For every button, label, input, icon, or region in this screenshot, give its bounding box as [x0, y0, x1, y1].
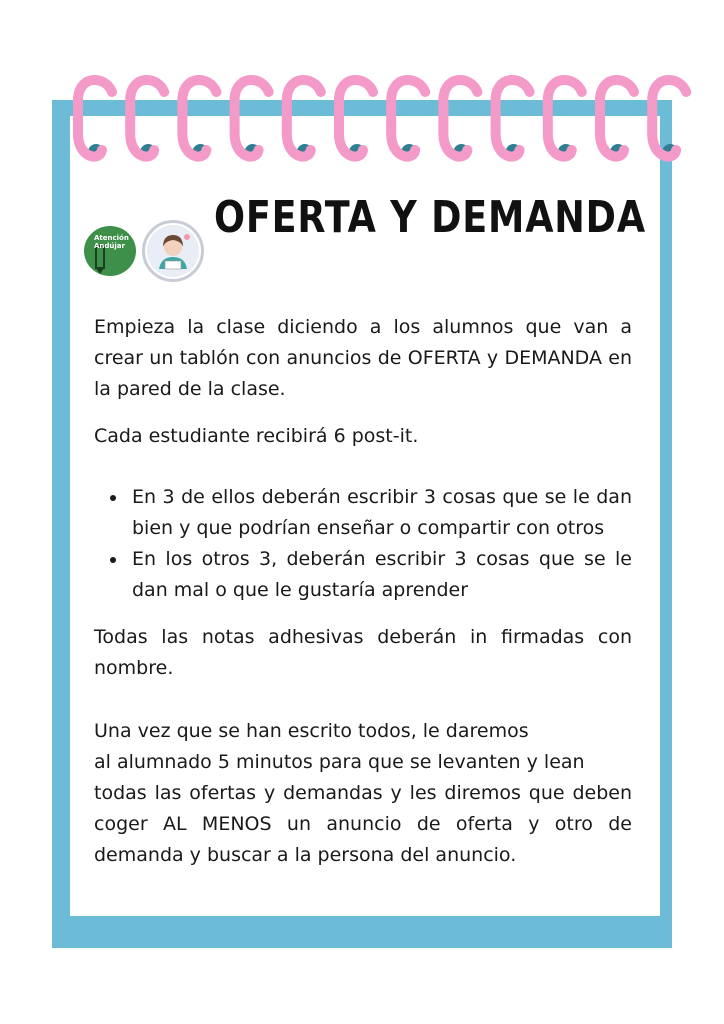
intro-paragraph: Empieza la clase diciendo a los alumnos que van a crear un tablón con anuncios de OFERTA y DEMANDA en la pared de la clase. — [94, 316, 632, 400]
instructions-list — [94, 482, 632, 606]
content-body — [94, 312, 632, 871]
list-item: En 3 de ellos deberán escribir 3 cosas que se le dan bien y que podrían enseñar o compartir con otros — [132, 482, 632, 544]
notes-paragraph: Todas las notas adhesivas deberán in firmadas con nombre. — [94, 626, 632, 679]
spiral-binding-icon — [0, 0, 724, 190]
closing-paragraph — [94, 716, 632, 871]
closing-line: al alumnado 5 minutos para que se levanten y lean — [94, 751, 585, 773]
logo-text: Atención Andújar — [94, 234, 129, 250]
postits-paragraph: Cada estudiante recibirá 6 post-it. — [94, 425, 419, 447]
teacher-avatar-icon — [142, 220, 204, 282]
page-title: OFERTA Y DEMANDA — [214, 192, 646, 243]
andujar-logo-icon — [84, 226, 136, 276]
list-item: En los otros 3, deberán escribir 3 cosas que se le dan mal o que le gustaría aprender — [132, 544, 632, 606]
closing-text: todas las ofertas y demandas y les diremos que deben coger AL MENOS un anuncio de oferta y otro de demanda y buscar a la persona del anuncio. — [94, 782, 632, 866]
closing-line: Una vez que se han escrito todos, le daremos — [94, 720, 529, 742]
